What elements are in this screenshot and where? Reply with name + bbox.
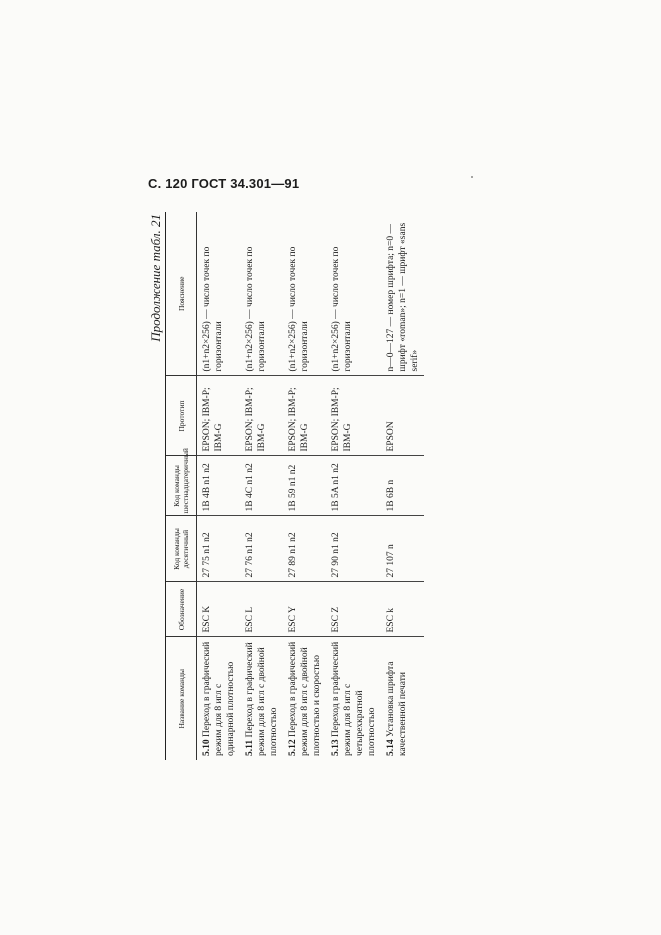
row-name-cell [240, 637, 283, 760]
row-number: 5.13 [331, 739, 341, 756]
row-symbol: ESC L [240, 582, 283, 637]
row-dec-code: 27 90 n1 n2 [326, 516, 381, 582]
row-prototype: EPSON; IBM-P; IBM-G [326, 376, 381, 456]
row-dec-code: 27 75 n1 n2 [197, 516, 241, 582]
rotated-table-block [145, 212, 445, 760]
commands-table [165, 212, 424, 760]
table-row [381, 212, 424, 760]
row-name: Установка шрифта качественной печати [386, 661, 408, 756]
page-header: С. 120 ГОСТ 34.301—91 [148, 176, 300, 191]
row-name-cell [381, 637, 424, 760]
row-prototype: EPSON [381, 376, 424, 456]
row-number: 5.12 [288, 739, 298, 756]
row-note: (n1+n2×256) — число точек по горизонтали [283, 212, 326, 376]
row-symbol: ESC Z [326, 582, 381, 637]
row-dec-code: 27 107 n [381, 516, 424, 582]
table-header-row [166, 212, 197, 760]
col-header-dec: Код команды десятичный [166, 516, 197, 582]
row-number: 5.10 [202, 739, 212, 756]
row-hex-code: 1B 59 n1 n2 [283, 456, 326, 516]
row-dec-code: 27 76 n1 n2 [240, 516, 283, 582]
row-note: (n1+n2×256) — число точек по горизонтали [197, 212, 241, 376]
row-note: (n1+n2×256) — число точек по горизонтали [240, 212, 283, 376]
row-number: 5.14 [386, 739, 396, 756]
row-name-cell [283, 637, 326, 760]
row-hex-code: 1B 4C n1 n2 [240, 456, 283, 516]
row-hex-code: 1B 6B n [381, 456, 424, 516]
row-note: (n1+n2×256) — число точек по горизонтали [326, 212, 381, 376]
row-note: n—0—127 — номер шрифта; n=0 — шрифт «roman»; n=1 — шрифт «sans serif» [381, 212, 424, 376]
row-name-cell [197, 637, 241, 760]
table-row [283, 212, 326, 760]
row-name: Переход в графический режим для 8 игл с четырехкратной плотностью [331, 641, 377, 756]
row-symbol: ESC K [197, 582, 241, 637]
table-row [197, 212, 241, 760]
row-name-cell [326, 637, 381, 760]
col-header-symbol: Обозначение [166, 582, 197, 637]
col-header-note: Пояснение [166, 212, 197, 376]
row-name: Переход в графический режим для 8 игл с двойной плотностью и скоростью [288, 641, 322, 756]
row-name: Переход в графический режим для 8 игл с двойной плотностью [245, 642, 279, 756]
row-prototype: EPSON; IBM-P; IBM-G [197, 376, 241, 456]
row-prototype: EPSON; IBM-P; IBM-G [240, 376, 283, 456]
col-header-hex: Код команды шестнадцатеричный [166, 456, 197, 516]
table-caption: Продолжение табл. 21 [148, 214, 163, 342]
table-row [326, 212, 381, 760]
row-symbol: ESC Y [283, 582, 326, 637]
row-symbol: ESC k [381, 582, 424, 637]
row-number: 5.11 [245, 739, 255, 756]
row-hex-code: 1B 5A n1 n2 [326, 456, 381, 516]
col-header-prototype: Прототип [166, 376, 197, 456]
row-prototype: EPSON; IBM-P; IBM-G [283, 376, 326, 456]
col-header-name: Название команды [166, 637, 197, 760]
row-hex-code: 1B 4B n1 n2 [197, 456, 241, 516]
row-dec-code: 27 89 n1 n2 [283, 516, 326, 582]
row-name: Переход в графический режим для 8 игл с одинарной плотностью [202, 641, 236, 756]
speck-mark [471, 176, 473, 178]
table-row [240, 212, 283, 760]
